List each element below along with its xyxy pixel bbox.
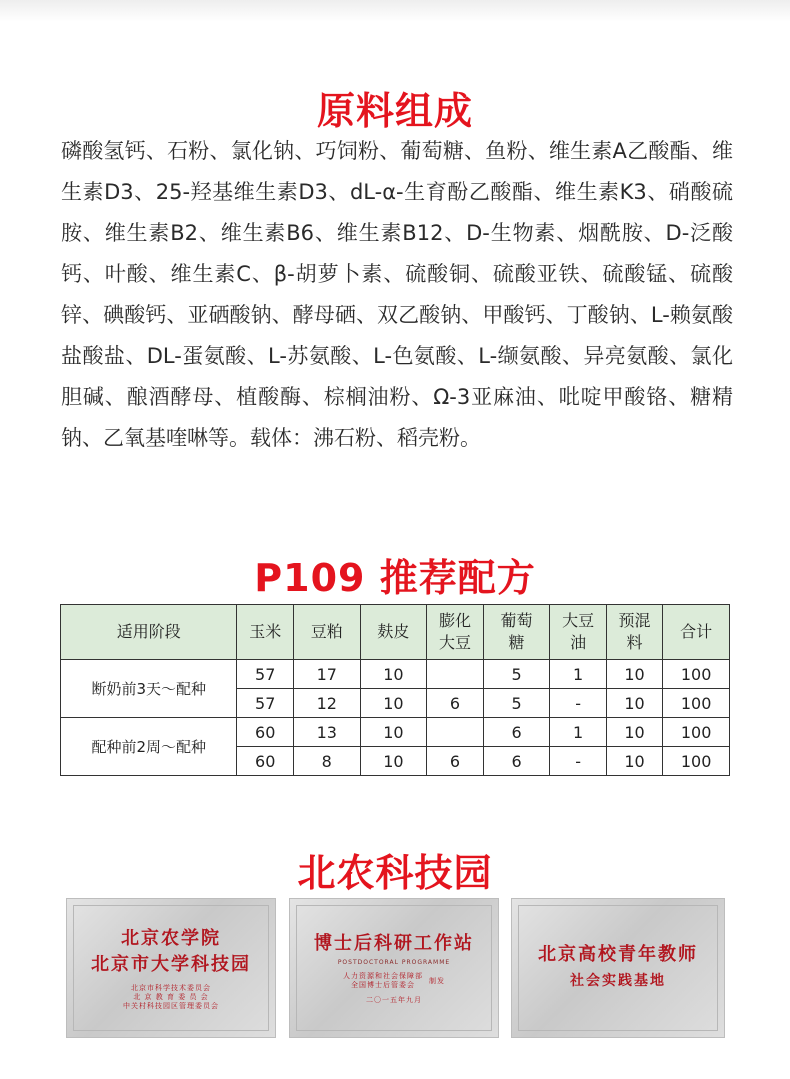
- plaque-subtitle: POSTDOCTORAL PROGRAMME: [337, 959, 451, 966]
- cell-soymeal: 8: [293, 747, 360, 776]
- header-corn: 玉米: [237, 605, 293, 660]
- cell-soymeal: 17: [293, 660, 360, 689]
- header-line: 预混: [618, 611, 651, 630]
- formula-title: P109 推荐配方: [254, 556, 536, 600]
- plaque-org: 北京市科学技术委员会: [131, 983, 211, 992]
- header-line: 油: [570, 633, 587, 652]
- cell-glucose: 6: [483, 747, 550, 776]
- header-premix: [606, 605, 662, 660]
- cell-total: 100: [663, 689, 730, 718]
- plaque-org: 人力资源和社会保障部: [343, 972, 423, 980]
- plaque-youth-teacher-base: [511, 898, 725, 1038]
- cell-glucose: 5: [483, 660, 550, 689]
- cell-puffed-soy: [427, 660, 483, 689]
- plaque-face: [518, 905, 718, 1031]
- stage-cell: 断奶前3天～配种: [61, 660, 237, 718]
- header-stage: 适用阶段: [61, 605, 237, 660]
- plaque-org: 全国博士后管委会: [351, 981, 415, 989]
- cell-soy-oil: 1: [550, 718, 606, 747]
- plaque-line1: 北京农学院: [121, 927, 221, 949]
- plaque-line2: 北京市大学科技园: [91, 953, 251, 975]
- cell-premix: 10: [606, 747, 662, 776]
- plaque-postdoctoral-station: [289, 898, 499, 1038]
- cell-soy-oil: 1: [550, 660, 606, 689]
- header-premix-text: [619, 611, 651, 652]
- cell-puffed-soy: 6: [427, 689, 483, 718]
- plaque-org: 北 京 教 育 委 员 会: [133, 992, 209, 1001]
- ingredients-title: 原料组成: [316, 89, 473, 133]
- plaque-line2: 社会实践基地: [570, 973, 666, 989]
- cell-corn: 57: [237, 689, 293, 718]
- table-header-row: [61, 605, 730, 660]
- header-line: 大豆: [562, 611, 595, 630]
- cell-bran: 10: [360, 747, 427, 776]
- plaque-face: [296, 905, 492, 1031]
- cell-bran: 10: [360, 718, 427, 747]
- header-total: 合计: [663, 605, 730, 660]
- header-puffed-soy-text: [439, 611, 471, 652]
- header-glucose: [483, 605, 550, 660]
- plaque-line1: 博士后科研工作站: [314, 933, 474, 954]
- plaque-university-science-park: [66, 898, 276, 1038]
- cell-bran: 10: [360, 689, 427, 718]
- header-line: 膨化: [438, 611, 471, 630]
- cell-corn: 57: [237, 660, 293, 689]
- header-line: 糖: [508, 633, 525, 652]
- cell-puffed-soy: [427, 718, 483, 747]
- header-line: 葡萄: [500, 611, 533, 630]
- header-bran: 麸皮: [360, 605, 427, 660]
- top-shade: [0, 0, 790, 22]
- cell-corn: 60: [237, 747, 293, 776]
- plaque-face: [73, 905, 269, 1031]
- plaque-line1: 北京高校青年教师: [538, 944, 698, 965]
- plaque-date: 二〇一五年九月: [366, 996, 422, 1004]
- ingredients-text: 磷酸氢钙、石粉、氯化钠、巧饲粉、葡萄糖、鱼粉、维生素A乙酸酯、维生素D3、25-羟基维生素D3、dL-α-生育酚乙酸酯、维生素K3、硝酸硫胺、维生素B2、维生素B6、维生素B12、D-生物素、烟酰胺、D-泛酸钙、叶酸、维生素C、β-胡萝卜素、硫酸铜、硫酸亚铁、硫酸锰、硫酸锌、碘酸钙、亚硒酸钠、酵母硒、双乙酸钠、甲酸钙、丁酸钠、L-赖氨酸盐酸盐、DL-蛋氨酸、L-苏氨酸、L-色氨酸、L-缬氨酸、异亮氨酸、氯化胆碱、酿酒酵母、植酸酶、棕榈油粉、Ω-3亚麻油、吡啶甲酸铬、糖精钠、乙氧基喹啉等。载体：沸石粉、稻壳粉。: [61, 139, 733, 450]
- header-soy-oil: [550, 605, 606, 660]
- formula-table: [60, 604, 730, 776]
- cell-bran: 10: [360, 660, 427, 689]
- header-line: 大豆: [438, 633, 471, 652]
- cell-premix: 10: [606, 718, 662, 747]
- cell-corn: 60: [237, 718, 293, 747]
- table-row: [61, 660, 730, 689]
- cell-soymeal: 12: [293, 689, 360, 718]
- cell-premix: 10: [606, 689, 662, 718]
- table-row: [61, 718, 730, 747]
- cell-total: 100: [663, 660, 730, 689]
- cell-soy-oil: -: [550, 747, 606, 776]
- cell-soymeal: 13: [293, 718, 360, 747]
- header-puffed-soy: [427, 605, 483, 660]
- cell-total: 100: [663, 718, 730, 747]
- stage-cell: 配种前2周～配种: [61, 718, 237, 776]
- header-glucose-text: [501, 611, 533, 652]
- cell-total: 100: [663, 747, 730, 776]
- header-line: 料: [626, 633, 643, 652]
- tech-park-title: 北农科技园: [297, 851, 493, 895]
- cell-puffed-soy: 6: [427, 747, 483, 776]
- cell-soy-oil: -: [550, 689, 606, 718]
- plaque-org: 中关村科技园区管理委员会: [123, 1001, 219, 1010]
- plaque-made: 制发: [429, 976, 445, 985]
- cell-glucose: 5: [483, 689, 550, 718]
- cell-premix: 10: [606, 660, 662, 689]
- header-soymeal: 豆粕: [293, 605, 360, 660]
- header-soy-oil-text: [562, 611, 594, 652]
- plaque-issuer: [343, 972, 445, 990]
- cell-glucose: 6: [483, 718, 550, 747]
